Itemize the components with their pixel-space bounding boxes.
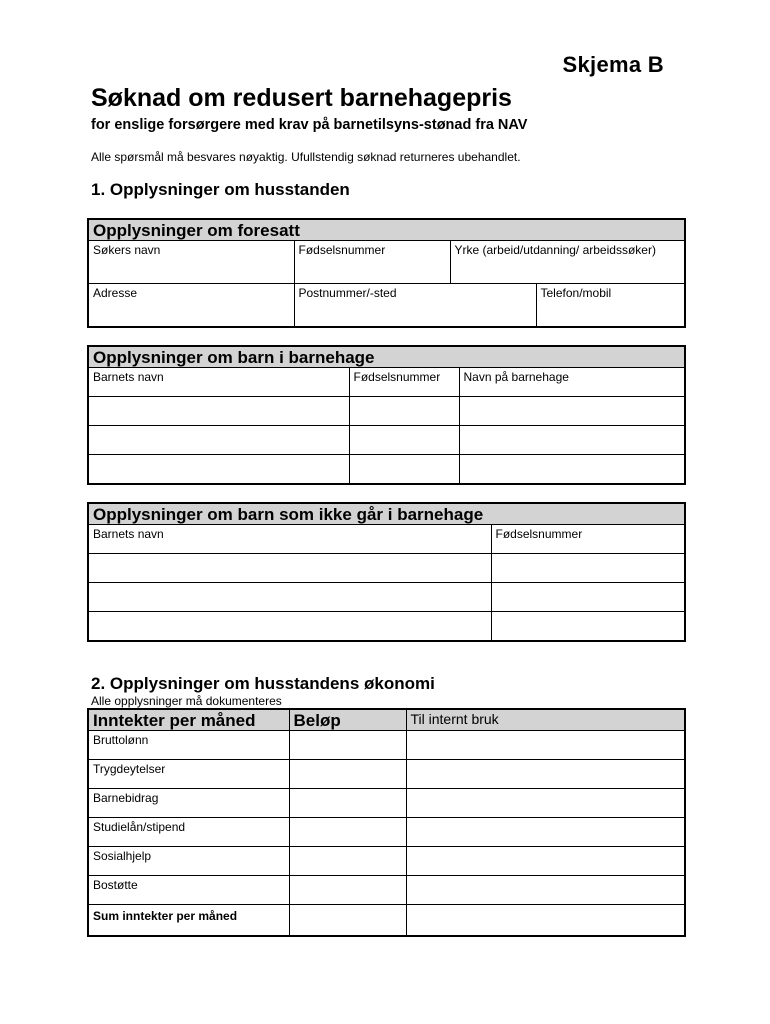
fodselsnummer-cell[interactable] <box>349 426 459 455</box>
income-label: Trygdeytelser <box>88 760 289 789</box>
barnets-navn-header: Barnets navn <box>88 368 349 397</box>
barn-ikke-barnehage-title: Opplysninger om barn som ikke går i barnehage <box>88 503 685 525</box>
fodselsnummer-cell[interactable] <box>349 397 459 426</box>
barnets-navn-cell[interactable] <box>88 455 349 484</box>
barnehage-cell[interactable] <box>459 426 685 455</box>
table-row <box>88 876 685 905</box>
income-label: Sosialhjelp <box>88 847 289 876</box>
internt-cell <box>406 847 685 876</box>
table-row <box>88 554 685 583</box>
table-row <box>88 847 685 876</box>
adresse-field[interactable] <box>88 284 294 327</box>
internt-cell <box>406 905 685 936</box>
section1-heading: 1. Opplysninger om husstanden <box>91 180 350 199</box>
foresatt-table <box>87 218 686 328</box>
table-row <box>88 455 685 484</box>
sokers-navn-field[interactable] <box>88 241 294 284</box>
belop-cell[interactable] <box>289 731 406 760</box>
instructions-note: Alle spørsmål må besvares nøyaktig. Ufullstendig søknad returneres ubehandlet. <box>91 150 521 164</box>
yrke-field[interactable] <box>450 241 685 284</box>
barnehage-cell[interactable] <box>459 397 685 426</box>
sum-row <box>88 905 685 936</box>
barnets-navn-cell[interactable] <box>88 612 491 641</box>
page-subtitle: for enslige forsørgere med krav på barnetilsyns-stønad fra NAV <box>91 117 528 133</box>
form-id: Skjema B <box>562 52 664 77</box>
internt-bruk-header: Til internt bruk <box>406 709 685 731</box>
belop-cell[interactable] <box>289 847 406 876</box>
barn-ikke-barnehage-table <box>87 502 686 642</box>
barnets-navn-cell[interactable] <box>88 583 491 612</box>
belop-cell[interactable] <box>289 789 406 818</box>
income-label: Bostøtte <box>88 876 289 905</box>
internt-cell <box>406 789 685 818</box>
fodselsnummer-cell[interactable] <box>349 455 459 484</box>
table-row <box>88 760 685 789</box>
belop-cell[interactable] <box>289 760 406 789</box>
barnets-navn-header: Barnets navn <box>88 525 491 554</box>
belop-header: Beløp <box>289 709 406 731</box>
inntekter-header: Inntekter per måned <box>88 709 289 731</box>
fodselsnummer-header: Fødselsnummer <box>349 368 459 397</box>
telefon-label: Telefon/mobil <box>540 286 612 300</box>
sokers-navn-label: Søkers navn <box>93 243 161 257</box>
table-row <box>88 731 685 760</box>
income-label: Studielån/stipend <box>88 818 289 847</box>
postnummer-field[interactable] <box>294 284 536 327</box>
barn-i-barnehage-table <box>87 345 686 485</box>
barnets-navn-cell[interactable] <box>88 426 349 455</box>
fodselsnummer-cell[interactable] <box>491 583 685 612</box>
fodselsnummer-field[interactable] <box>294 241 450 284</box>
belop-cell[interactable] <box>289 818 406 847</box>
table-row <box>88 612 685 641</box>
table-row <box>88 397 685 426</box>
internt-cell <box>406 876 685 905</box>
navn-barnehage-header: Navn på barnehage <box>459 368 685 397</box>
inntekter-table <box>87 708 686 937</box>
page-title: Søknad om redusert barnehagepris <box>91 84 512 112</box>
barnets-navn-cell[interactable] <box>88 554 491 583</box>
barn-i-barnehage-title: Opplysninger om barn i barnehage <box>88 346 685 368</box>
table-row <box>88 426 685 455</box>
table-row <box>88 583 685 612</box>
income-label: Barnebidrag <box>88 789 289 818</box>
section2-note: Alle opplysninger må dokumenteres <box>91 694 282 708</box>
fodselsnummer-header: Fødselsnummer <box>491 525 685 554</box>
internt-cell <box>406 731 685 760</box>
barnehage-cell[interactable] <box>459 455 685 484</box>
belop-cell[interactable] <box>289 876 406 905</box>
fodselsnummer-cell[interactable] <box>491 612 685 641</box>
table-row <box>88 789 685 818</box>
fodselsnummer-cell[interactable] <box>491 554 685 583</box>
foresatt-title: Opplysninger om foresatt <box>88 219 685 241</box>
income-label: Bruttolønn <box>88 731 289 760</box>
postnummer-label: Postnummer/-sted <box>298 286 397 300</box>
yrke-label: Yrke (arbeid/utdanning/ arbeidssøker) <box>454 243 656 257</box>
section2-heading: 2. Opplysninger om husstandens økonomi <box>91 674 435 693</box>
barnets-navn-cell[interactable] <box>88 397 349 426</box>
sum-label: Sum inntekter per måned <box>88 905 289 936</box>
internt-cell <box>406 760 685 789</box>
adresse-label: Adresse <box>93 286 138 300</box>
sum-belop-cell[interactable] <box>289 905 406 936</box>
internt-cell <box>406 818 685 847</box>
telefon-field[interactable] <box>536 284 685 327</box>
table-row <box>88 818 685 847</box>
fodselsnummer-label: Fødselsnummer <box>298 243 386 257</box>
